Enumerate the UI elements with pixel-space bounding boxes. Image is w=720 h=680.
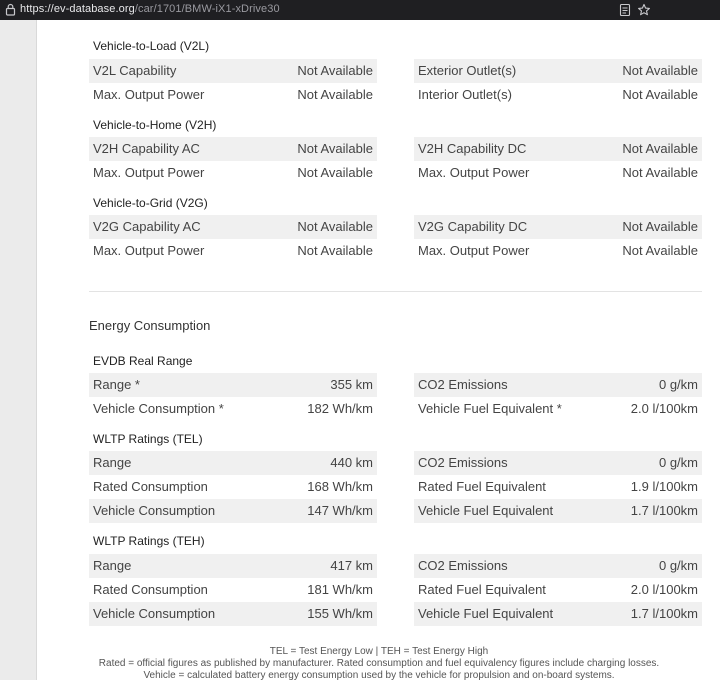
spec-value: 147 Wh/km (307, 503, 373, 518)
spec-value: Not Available (622, 243, 698, 258)
spec-label: Range (93, 558, 132, 573)
spec-row (89, 239, 377, 263)
spec-label: V2G Capability AC (93, 219, 201, 234)
spec-label: Max. Output Power (418, 165, 530, 180)
spec-value: 440 km (330, 455, 373, 470)
spec-row (89, 475, 377, 499)
footnote-vehicle: Vehicle = calculated battery energy consumption used by the vehicle for propulsion and on-board systems. (143, 670, 615, 680)
spec-value: 181 Wh/km (307, 582, 373, 597)
spec-value: Not Available (622, 141, 698, 156)
spec-row (414, 602, 702, 626)
spec-value: 1.9 l/100km (630, 479, 698, 494)
spec-row (414, 83, 702, 107)
v2h-title: Vehicle-to-Home (V2H) (93, 118, 217, 132)
spec-label: Rated Fuel Equivalent (418, 582, 546, 597)
evdb-title: EVDB Real Range (93, 354, 193, 368)
spec-label: Max. Output Power (93, 243, 205, 258)
spec-row (89, 602, 377, 626)
spec-label: Range (93, 455, 132, 470)
spec-label: Vehicle Fuel Equivalent (418, 503, 554, 518)
lock-icon (5, 3, 16, 16)
spec-row (89, 578, 377, 602)
energy-section-title: Energy Consumption (89, 318, 211, 333)
v2l-title: Vehicle-to-Load (V2L) (93, 39, 210, 53)
spec-value: Not Available (297, 141, 373, 156)
spec-row (89, 499, 377, 523)
bookmark-star-icon[interactable] (637, 3, 651, 17)
spec-row (414, 578, 702, 602)
spec-value: Not Available (622, 63, 698, 78)
spec-row (414, 499, 702, 523)
spec-row (89, 59, 377, 83)
spec-row (414, 137, 702, 161)
spec-label: V2H Capability DC (418, 141, 527, 156)
spec-row (414, 215, 702, 239)
spec-value: Not Available (297, 243, 373, 258)
spec-row (414, 554, 702, 578)
spec-row (89, 161, 377, 185)
spec-value: 182 Wh/km (307, 401, 373, 416)
spec-row (414, 239, 702, 263)
spec-label: Max. Output Power (93, 87, 205, 102)
spec-value: Not Available (297, 87, 373, 102)
spec-value: 2.0 l/100km (630, 582, 698, 597)
reader-icon[interactable] (618, 3, 632, 17)
spec-value: Not Available (622, 87, 698, 102)
left-page-margin (0, 20, 37, 680)
spec-row (89, 215, 377, 239)
wltp-teh-title: WLTP Ratings (TEH) (93, 534, 205, 548)
spec-value: Not Available (622, 165, 698, 180)
spec-label: Range * (93, 377, 140, 392)
spec-label: Max. Output Power (93, 165, 205, 180)
spec-value: Not Available (297, 219, 373, 234)
spec-value: 0 g/km (658, 377, 698, 392)
spec-row (414, 475, 702, 499)
spec-label: CO2 Emissions (418, 558, 508, 573)
spec-label: Vehicle Consumption (93, 503, 216, 518)
spec-label: CO2 Emissions (418, 377, 508, 392)
url-text[interactable] (20, 3, 280, 15)
spec-label: V2G Capability DC (418, 219, 528, 234)
spec-label: Vehicle Consumption * (93, 401, 224, 416)
spec-row (89, 451, 377, 475)
spec-row (414, 451, 702, 475)
spec-value: 1.7 l/100km (630, 503, 698, 518)
spec-value: 417 km (330, 558, 373, 573)
v2g-title: Vehicle-to-Grid (V2G) (93, 196, 208, 210)
spec-value: 0 g/km (658, 558, 698, 573)
spec-value: 155 Wh/km (307, 606, 373, 621)
spec-value: 0 g/km (658, 455, 698, 470)
spec-row (89, 397, 377, 421)
spec-label: Rated Fuel Equivalent (418, 479, 546, 494)
spec-label: V2L Capability (93, 63, 177, 78)
wltp-tel-title: WLTP Ratings (TEL) (93, 432, 203, 446)
spec-row (89, 137, 377, 161)
spec-row (414, 397, 702, 421)
spec-row (414, 59, 702, 83)
spec-label: CO2 Emissions (418, 455, 508, 470)
spec-label: Rated Consumption (93, 479, 208, 494)
spec-label: Vehicle Consumption (93, 606, 216, 621)
spec-label: Vehicle Fuel Equivalent * (418, 401, 562, 416)
spec-label: V2H Capability AC (93, 141, 200, 156)
footnote-rated: Rated = official figures as published by manufacturer. Rated consumption and fuel equivalency figures include charging losses. (98, 658, 660, 669)
footnote-tel-teh: TEL = Test Energy Low | TEH = Test Energy High (269, 646, 489, 657)
spec-value: Not Available (297, 165, 373, 180)
spec-row (89, 373, 377, 397)
spec-value: Not Available (622, 219, 698, 234)
spec-row (89, 83, 377, 107)
spec-row (89, 554, 377, 578)
spec-label: Vehicle Fuel Equivalent (418, 606, 554, 621)
browser-address-bar[interactable] (0, 0, 720, 20)
spec-value: Not Available (297, 63, 373, 78)
url-path: /car/1701/BMW-iX1-xDrive30 (134, 3, 280, 15)
spec-value: 1.7 l/100km (630, 606, 698, 621)
spec-row (414, 161, 702, 185)
section-divider (89, 291, 702, 292)
spec-value: 168 Wh/km (307, 479, 373, 494)
spec-value: 355 km (330, 377, 373, 392)
spec-label: Exterior Outlet(s) (418, 63, 517, 78)
spec-label: Interior Outlet(s) (418, 87, 512, 102)
spec-label: Max. Output Power (418, 243, 530, 258)
spec-row (414, 373, 702, 397)
url-host: https://ev-database.org (20, 3, 135, 15)
spec-value: 2.0 l/100km (630, 401, 698, 416)
spec-label: Rated Consumption (93, 582, 208, 597)
